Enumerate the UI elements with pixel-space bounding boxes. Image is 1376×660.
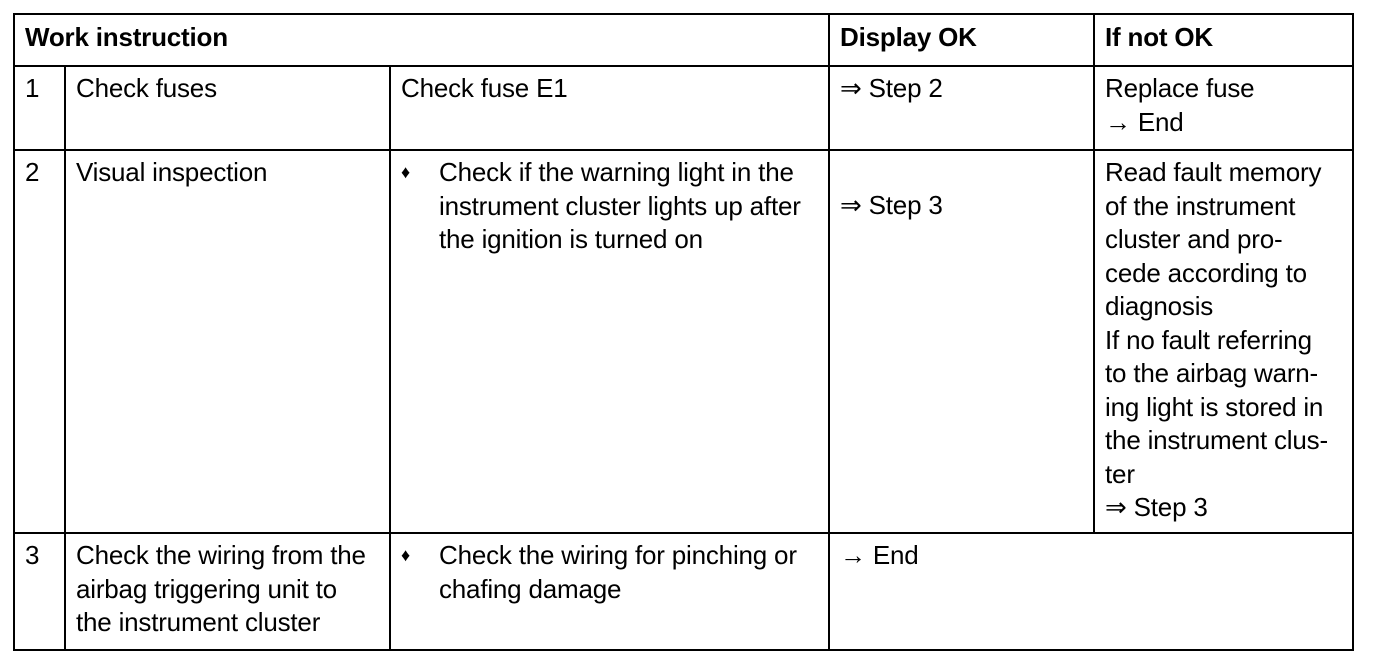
step-display-ok (829, 150, 1094, 533)
if-not-ok-line: of the instrument (1105, 190, 1296, 221)
table-row (14, 150, 1353, 533)
header-display-ok: Display OK (829, 14, 1094, 66)
step-detail: Check fuse E1 (390, 66, 829, 150)
step-number: 2 (14, 150, 65, 533)
if-not-ok-line: cede according to (1105, 257, 1307, 288)
if-not-ok-line: to the airbag warn- (1105, 358, 1319, 388)
diamond-bullet-icon: ♦ (401, 545, 410, 565)
if-not-ok-line: the instrument clus- (1105, 425, 1328, 455)
step-display-ok: ⇒ Step 2 (829, 66, 1094, 150)
if-not-ok-line: ⇒ Step 3 (1105, 492, 1208, 522)
bullet-item (401, 539, 818, 606)
step-detail (390, 150, 829, 533)
step-detail (390, 533, 829, 650)
step-number: 3 (14, 533, 65, 650)
bullet-item (401, 156, 818, 257)
if-not-ok-line: cluster and pro- (1105, 224, 1283, 254)
detail-line: Check the wiring for pinching or (439, 540, 797, 570)
step-if-not-ok (1094, 66, 1353, 150)
detail-line: instrument cluster lights up after (439, 190, 801, 221)
if-not-ok-line: ing light is stored in (1105, 391, 1324, 422)
if-not-ok-line: → End (1105, 106, 1184, 137)
work-instruction-table (13, 13, 1354, 651)
detail-line: the ignition is turned on (439, 224, 703, 254)
if-not-ok-line: Read fault memory (1105, 157, 1322, 187)
diamond-bullet-icon: ♦ (401, 162, 410, 182)
if-not-ok-line: Replace fuse (1105, 73, 1255, 103)
header-work-instruction: Work instruction (14, 14, 829, 66)
table-row (14, 66, 1353, 150)
step-task (65, 533, 390, 650)
step-task: Check fuses (65, 66, 390, 150)
if-not-ok-line: ter (1105, 458, 1135, 489)
step-task: Visual inspection (65, 150, 390, 533)
display-ok-text: ⇒ Step 3 (840, 190, 943, 220)
task-line: Check the wiring from the (76, 540, 366, 570)
step-if-not-ok (1094, 150, 1353, 533)
table-row (14, 533, 1353, 650)
if-not-ok-line: diagnosis (1105, 291, 1214, 321)
header-if-not-ok: If not OK (1094, 14, 1353, 66)
detail-line: chafing damage (439, 573, 622, 604)
if-not-ok-line: If no fault referring (1105, 324, 1312, 355)
task-line: airbag triggering unit to (76, 573, 337, 604)
step-display-ok: → End (829, 533, 1353, 650)
detail-line: Check if the warning light in the (439, 157, 794, 187)
header-row (14, 14, 1353, 66)
step-number: 1 (14, 66, 65, 150)
task-line: the instrument cluster (76, 607, 321, 637)
